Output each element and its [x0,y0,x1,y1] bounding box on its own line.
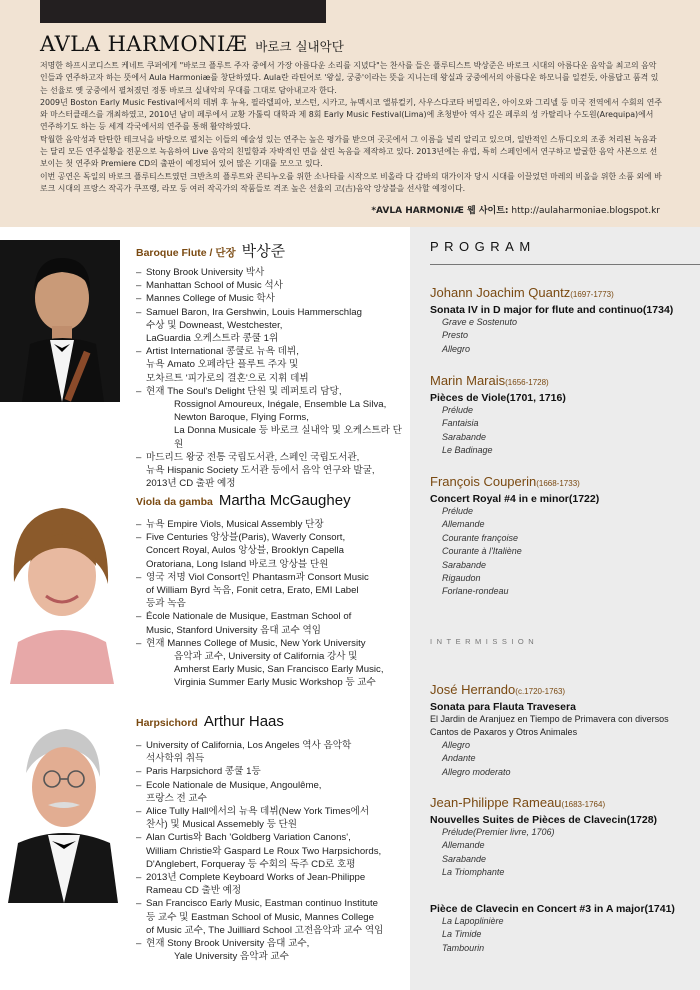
composer-years: (1656-1728) [505,378,549,387]
work-title: Pièce de Clavecin en Concert #3 in A major(1741) [430,903,675,915]
artist-cv [136,518,406,690]
website-line [371,203,660,216]
cv-line: Five Centuries 앙상블(Paris), Waverly Consort, [146,532,346,544]
cv-line: Alice Tully Hall에서의 뉴욕 데뷔(New York Times에서 [146,806,370,818]
cv-line: of William Byrd 녹음, Fonit cetra, Erato, EMI Label [146,585,359,597]
cv-item [136,779,406,805]
intro-paragraph: 2009년 Boston Early Music Festival에서의 데뷔 후 뉴욕, 필라델피아, 보스턴, 시카고, 뉴멕시코 앨뷰컬키, 사우스다코타 버밀리온, 아이오와 그리넬 등 미국 전역에서 수회의 연주와 마스터클래스를 개최하였고, 2010년 남미 페루에서 교황 가톨릭 대학과 제 8회 Early Music Festival(Lima)에 초청받아 역사 깊은 페루의 성 카탈리나 수도원(Arequipa)에서 연주하기도 하는 등 세계 각국에서의 연주를 통해 활약하였다. [40,97,662,132]
website-link[interactable]: http://aulaharmoniae.blogspot.kr [511,206,660,216]
movement: Courante à l'Italiène [442,546,522,557]
cv-line: 마드리드 왕궁 전통 국립도서관, 스페인 국립도서관, [146,451,360,463]
artist-cv [136,739,406,963]
work-title: Concert Royal #4 in e minor(1722) [430,493,600,505]
cv-line: Samuel Baron, Ira Gershwin, Louis Hammerschlag [146,306,362,318]
cv-line: LaGuardia 오케스트라 콩쿨 1위 [146,333,279,345]
cv-line: Yale University 음악과 교수 [174,951,289,963]
intermission-label: INTERMISSION [430,637,539,646]
movement: Prélude(Premier livre, 1706) [442,827,555,837]
cv-line: La Donna Musicale 등 바로크 실내악 및 오케스트라 단원 [174,425,402,450]
ensemble-name-korean: 바로크 실내악단 [255,39,344,54]
artist-photo [0,492,120,684]
cv-line: 석사학위 취득 [146,753,205,765]
cv-item [136,306,406,346]
composer-name: Marin Marais [430,373,506,388]
intro-paragraph: 탁월한 음악성과 탄탄한 테크닉을 바탕으로 펼치는 이들의 예술성 있는 연주는 높은 평가를 받으며 곳곳에서 그 이름을 널리 알리고 있으며, 일반적인 스튜디오의 조종 처리된 녹음과는 달리 모든 연주실황을 전문으로 녹음하여 Live 음악의 친밀함과 자박적인 면을 살린 녹음을 제작하고 있다. 2013년에는 유럽, 특히 스페인에서 연구하고 발굴한 음악 사본으로 선보이는 첫 연주와 Premiere CD의 출판이 예정되어 있어 많은 기대를 모으고 있다. [40,134,658,169]
cv-line: 현재 Stony Brook University 음대 교수, [146,938,310,950]
header-panel [0,0,700,227]
intro-paragraph: 이번 공연은 독일의 바로크 플루티스트였던 크반츠의 플루트와 콘티누오를 위한 소나타를 시작으로 비올라 다 감바의 대가이자 당시 시대를 이끌었던 마레의 비올을 위한 소품 외에 바로크 시대의 프랑스 작곡가 쿠프랭, 라모 등 여러 작곡가의 작품들로 격조 높은 선율의 고(古)음악 앙상블을 선사할 예정이다. [40,171,662,193]
movement-list [430,505,690,599]
cv-item [136,897,406,937]
program-piece [430,795,690,880]
cv-line: Rossignol Amoureux, Inégale, Ensemble La Silva, [174,399,387,411]
movement: Tambourin [442,942,485,953]
artist-info [136,492,406,690]
ensemble-title [40,32,344,56]
movement: Fantaisia [442,418,479,429]
movement: La Timide [442,929,482,940]
cv-line: École Nationale de Musique, Eastman School of [146,611,352,623]
movement-list [430,316,690,356]
cv-item [136,610,406,636]
artist-cv [136,266,406,490]
movement: Sarabande [442,853,487,864]
artist-photo [0,713,120,903]
header-bar [40,0,326,23]
cv-line: Virginia Summer Early Music Workshop 등 교수 [174,677,376,689]
program-piece [430,474,690,599]
movement: Courante françoise [442,532,519,543]
movement: Rigaudon [442,573,481,584]
artist-instrument: Viola da gamba [136,496,213,508]
cv-line: 모차르트 '피가로의 결혼'으로 지휘 데뷔 [146,372,309,384]
movement: Allegro [442,740,471,750]
cv-line: 현재 Mannes College of Music, New York University [146,637,366,649]
cv-item [136,292,406,305]
composer-years: (c.1720-1763) [515,687,566,696]
cv-item [136,531,406,571]
cv-line: San Francisco Early Music, Eastman continuo Institute [146,898,378,910]
artist-photo [0,240,120,402]
program-piece [430,899,690,955]
program-piece [430,682,690,779]
artist-name: Arthur Haas [203,713,284,730]
composer [430,682,690,697]
website-label: *AVLA HARMONIÆ 웹 사이트: [371,206,509,216]
composer [430,474,690,489]
movement: Le Badinage [442,445,493,456]
cv-line: 음악과 교수, University of California 강사 및 [174,651,358,663]
composer-name: Johann Joachim Quantz [430,285,571,300]
intro-text [40,60,662,195]
cv-item [136,518,406,531]
cv-line: Newton Baroque, Flying Forms, [174,412,309,424]
cv-item [136,266,406,279]
movement-list [430,739,690,779]
cv-line: 등 교수 및 Eastman School of Music, Mannes College [146,911,374,923]
cv-line: William Christie와 Gaspard Le Roux Two Harpsichords, [146,845,382,857]
work-title: Sonata para Flauta Travesera [430,701,576,713]
movement: La Lapoplinière [442,916,504,926]
cv-item [136,831,406,871]
artist-heading [136,492,406,512]
artist-name: Martha McGaughey [218,492,351,509]
cv-line: Artist International 콩쿨로 뉴욕 데뷔, [146,346,299,358]
movement: Grave e Sostenuto [442,317,518,327]
cv-line: Rameau CD 출반 예정 [146,885,242,897]
artist-info [136,240,406,490]
movement: Andante [442,753,476,764]
composer-years: (1683-1764) [561,800,606,809]
cv-item [136,279,406,292]
program-piece [430,285,690,356]
program-piece [430,373,690,458]
cv-line: of Music 교수, The Juilliard School 고전음악과 교수 역임 [146,924,384,936]
cv-line: Alan Curtis와 Bach 'Goldberg Variation Canons', [146,832,351,844]
ensemble-name: AVLA HARMONIÆ [40,32,248,56]
cv-item [136,451,406,491]
program-title: PROGRAM [430,239,536,254]
composer-years: (1697-1773) [570,290,614,299]
movement: Allegro [442,343,471,354]
artist-instrument: Harpsichord [136,717,198,729]
artist-name: 박상준 [241,243,286,260]
cv-line: Stony Brook University 박사 [146,267,265,278]
composer-name: Jean-Philippe Rameau [430,795,562,810]
artist-mcgaughey [0,492,410,689]
composer [430,285,690,300]
cv-item [136,937,406,963]
movement: Sarabande [442,431,487,442]
cv-line: 영국 저명 Viol Consort인 Phantasm과 Consort Music [146,571,369,583]
cv-item [136,739,406,765]
intro-paragraph: 저명한 하프시코디스트 케네트 쿠퍼에게 "바로크 플루트 주자 중에서 가장 아름다운 소리를 지녔다"는 찬사를 들은 플루티스트 박상준은 바로크 시대의 아름다운 음악을 최고의 음악인들과 연주하고자 하는 뜻에서 Aula Harmoniæ를 창단하였다. Aula란 라틴어로 '왕실, 궁중'이라는 뜻을 지니는데 왕실과 궁중에서의 아름다운 하모니를 일컫듯, 아름답고 품격 있는 선율로 옛 궁중에서 펼쳐졌던 정통 바로크 실내악의 무대를 그대로 담아내고자 한다. [40,61,659,95]
cv-line: Concert Royal, Aulos 앙상블, Brooklyn Capella [146,545,344,557]
composer [430,373,690,388]
artist-instrument: Baroque Flute / 단장 [136,247,236,259]
artist-info [136,713,406,963]
cv-line: Manhattan School of Music 석사 [146,280,283,292]
movement-list [430,404,690,458]
cv-line: 프랑스 전 교수 [146,792,207,804]
artist-haas [0,713,410,983]
work-subtitle: El Jardin de Aranjuez en Tiempo de Primavera con diversos Cantos de Paxaros y Otros Animales [430,714,669,737]
movement-list [430,915,690,955]
program-divider [430,264,700,265]
movement-list [430,826,690,880]
cv-item [136,805,406,831]
artist-heading [136,240,406,260]
work-title: Nouvelles Suites de Pièces de Clavecin(1728) [430,814,658,826]
cv-line: University of California, Los Angeles 역사 음악학 [146,740,352,751]
movement: Prélude [442,405,474,415]
cv-line: 뉴욕 Amato 오페라단 플루트 주자 및 [146,359,299,371]
cv-line: Oratoriana, Long Island 바로크 앙상블 단원 [146,558,329,570]
cv-item [136,571,406,611]
movement: Allegro moderato [442,766,511,777]
cv-line: Paris Harpsichord 콩쿨 1등 [146,766,261,778]
cv-line: 2013년 Complete Keyboard Works of Jean-Philippe [146,872,366,884]
cv-line: Music, Stanford University 음대 교수 역임 [146,624,322,636]
composer-name: François Couperin [430,474,537,489]
artist-park [0,240,410,490]
cv-line: Mannes College of Music 학사 [146,293,275,305]
composer [430,795,690,810]
cv-line: Ecole Nationale de Musique, Angoulême, [146,779,322,791]
cv-line: Amherst Early Music, San Francisco Early Music, [174,664,384,676]
movement: Prélude [442,506,474,516]
work-title: Sonata IV in D major for flute and continuo(1734) [430,304,674,316]
cv-line: D'Anglebert, Forqueray 등 수회의 독주 CD로 호평 [146,858,356,870]
cv-item [136,385,406,451]
cv-line: 등과 녹음 [146,598,186,610]
cv-line: 뉴욕 Hispanic Society 도서관 등에서 음악 연구와 발굴, [146,465,375,477]
cv-line: 2013년 CD 출판 예정 [146,478,236,490]
movement: Sarabande [442,559,487,570]
work-title: Pièces de Viole(1701, 1716) [430,392,566,404]
artist-heading [136,713,406,733]
cv-line: 현재 The Soul's Delight 단원 및 레퍼토리 담당, [146,385,342,397]
cv-line: 뉴욕 Empire Viols, Musical Assembly 단장 [146,519,324,530]
cv-item [136,765,406,778]
cv-item [136,637,406,690]
cv-line: 수상 및 Downeast, Westchester, [146,319,283,331]
program-panel [410,227,700,990]
movement: La Triomphante [442,867,505,878]
movement: Allemande [442,519,485,530]
movement: Allemande [442,840,485,851]
cv-item [136,345,406,385]
composer-years: (1668-1733) [536,479,580,488]
movement: Presto [442,330,469,341]
cv-line: 찬사) 및 Musical Assemebly 등 단원 [146,819,298,831]
movement: Forlane-rondeau [442,586,509,597]
composer-name: José Herrando [430,682,516,697]
cv-item [136,871,406,897]
